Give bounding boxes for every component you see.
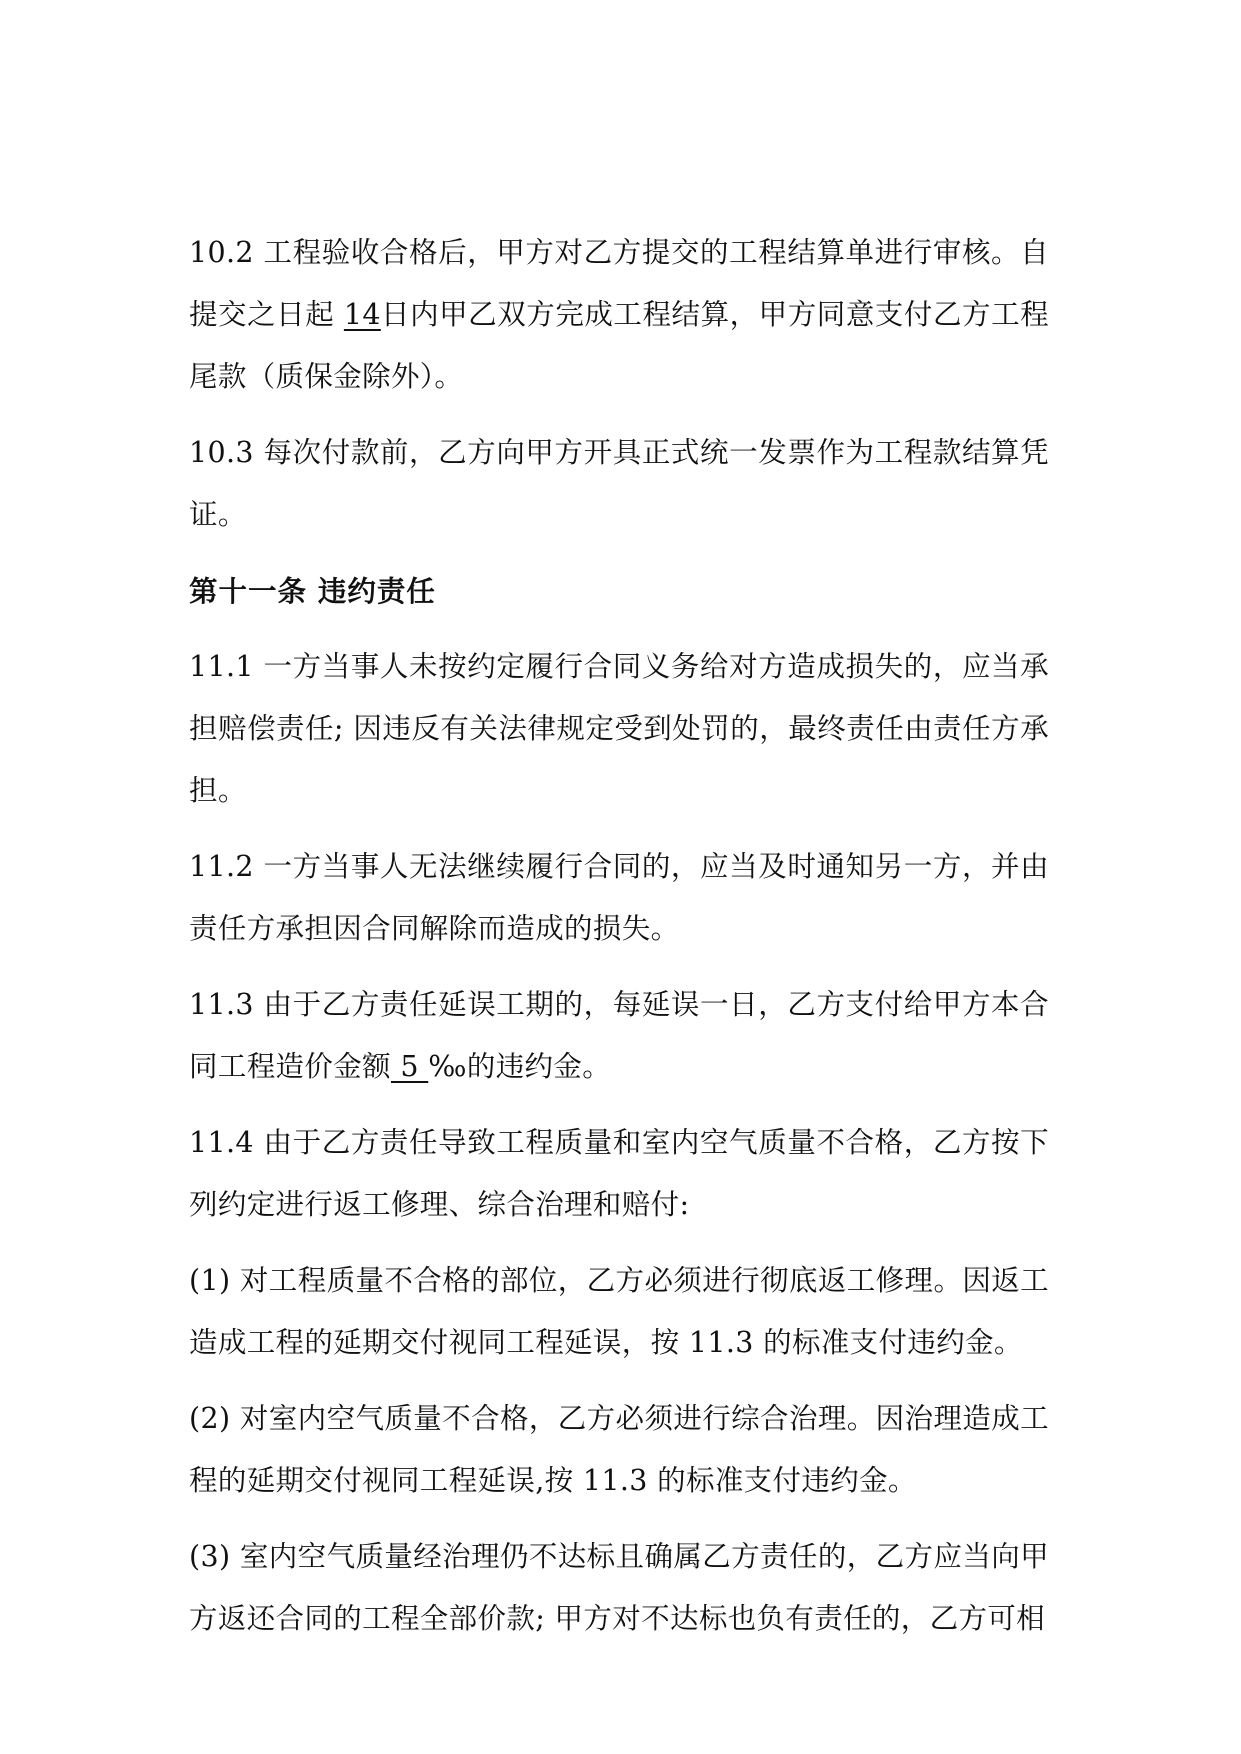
clause-11-4-item-2: (2) 对室内空气质量不合格，乙方必须进行综合治理。因治理造成工程的延期交付视同工程延误,按 11.3 的标准支付违约金。 xyxy=(189,1402,1049,1497)
clause-11-4-item-1: (1) 对工程质量不合格的部位，乙方必须进行彻底返工修理。因返工造成工程的延期交付视同工程延误，按 11.3 的标准支付违约金。 xyxy=(189,1264,1049,1359)
clause-11-3-text-start: 11.3 由于乙方责任延误工期的，每延误一日，乙方支付给甲方本合同工程造价金额 xyxy=(189,988,1049,1083)
clause-10-2-text-end: 日内甲乙双方完成工程结算，甲方同意支付乙方工程尾款（质保金除外）。 xyxy=(189,298,1049,393)
clause-11-3-text-end: ‰的违约金。 xyxy=(428,1050,612,1083)
clause-11-2: 11.2 一方当事人无法继续履行合同的，应当及时通知另一方，并由责任方承担因合同解除而造成的损失。 xyxy=(189,850,1049,945)
settlement-days-value: 14 xyxy=(343,298,381,331)
clause-11-4-item-3: (3) 室内空气质量经治理仍不达标且确属乙方责任的，乙方应当向甲方返还合同的工程全部价款; 甲方对不达标也负有责任的，乙方可相 xyxy=(189,1540,1049,1635)
clause-11-3 xyxy=(189,974,1049,1098)
article-11-heading: 第十一条 违约责任 xyxy=(189,574,436,608)
clause-10-2-text-start: 10.2 工程验收合格后，甲方对乙方提交的工程结算单进行审核。自提交之日起 xyxy=(189,236,1049,331)
document-body xyxy=(189,222,1049,1664)
clause-10-2 xyxy=(189,222,1049,408)
clause-11-4: 11.4 由于乙方责任导致工程质量和室内空气质量不合格，乙方按下列约定进行返工修理、综合治理和赔付: xyxy=(189,1126,1049,1221)
clause-11-1: 11.1 一方当事人未按约定履行合同义务给对方造成损失的，应当承担赔偿责任; 因违反有关法律规定受到处罚的，最终责任由责任方承担。 xyxy=(189,650,1049,807)
clause-10-3: 10.3 每次付款前，乙方向甲方开具正式统一发票作为工程款结算凭证。 xyxy=(189,436,1049,531)
penalty-rate-value: 5 xyxy=(390,1050,429,1083)
